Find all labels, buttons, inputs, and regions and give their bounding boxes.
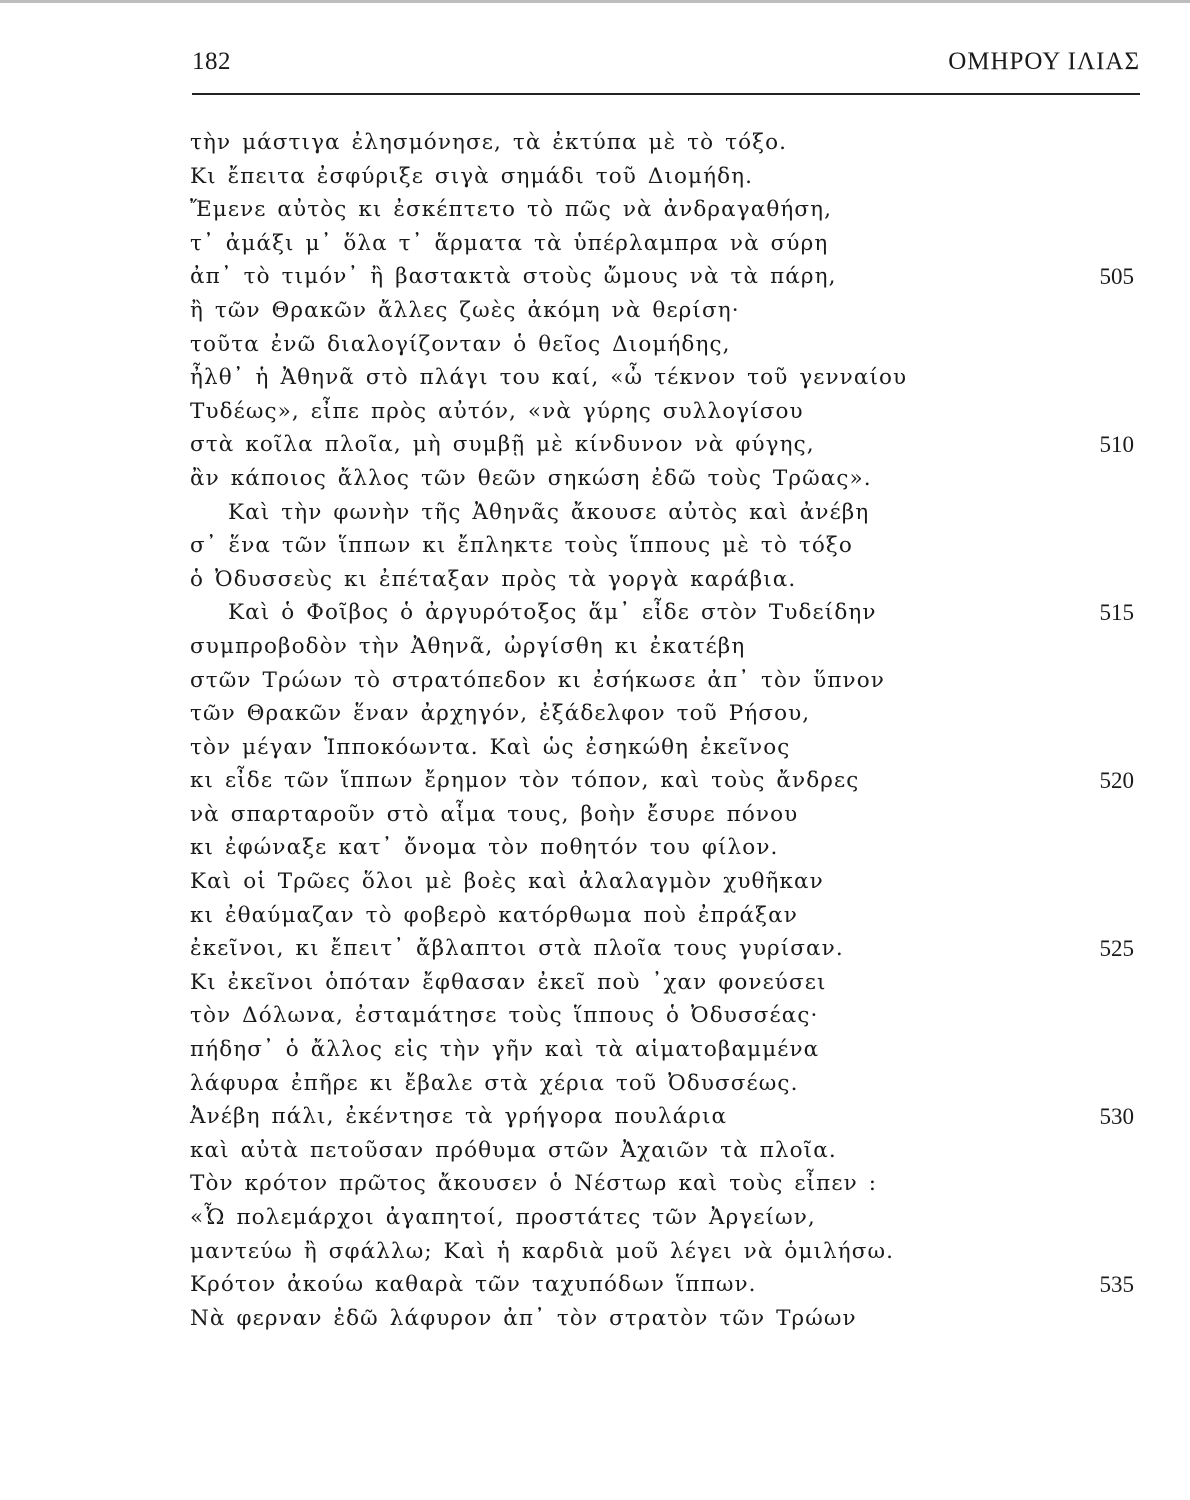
- verse-line-text: τῶν Θρακῶν ἕναν ἀρχηγόν, ἐξάδελφον τοῦ Ρήσου,: [190, 701, 811, 727]
- verse-line: [0, 831, 1190, 865]
- verse-line: [0, 798, 1190, 832]
- verse-line-text: Κρότον ἀκούω καθαρὰ τῶν ταχυπόδων ἵππων.: [190, 1272, 757, 1298]
- verse-line-text: Νὰ φερναν ἐδῶ λάφυρον ἀπ᾿ τὸν στρατὸν τῶν Τρώων: [190, 1305, 857, 1331]
- verse-line-text: Τὸν κρότον πρῶτος ἄκουσεν ὁ Νέστωρ καὶ τοὺς εἶπεν :: [190, 1171, 878, 1197]
- verse-line-text: καὶ αὐτὰ πετοῦσαν πρόθυμα στῶν Ἀχαιῶν τὰ πλοῖα.: [190, 1137, 837, 1163]
- verse-line-text: ὁ Ὀδυσσεὺς κι ἐπέταξαν πρὸς τὰ γοργὰ καράβια.: [190, 566, 797, 592]
- verse-line-text: Καὶ οἱ Τρῶες ὅλοι μὲ βοὲς καὶ ἀλαλαγμὸν χυθῆκαν: [190, 869, 824, 895]
- verse-line: [0, 428, 1190, 462]
- verse-line: [0, 764, 1190, 798]
- verse-line: [0, 630, 1190, 664]
- verse-line: [0, 966, 1190, 1000]
- verse-line-text: Τυδέως», εἶπε πρὸς αὐτόν, «νὰ γύρης συλλογίσου: [190, 398, 804, 424]
- verse-line: [0, 731, 1190, 765]
- verse-line-text: νὰ σπαρταροῦν στὸ αἷμα τους, βοὴν ἔσυρε πόνου: [190, 801, 799, 827]
- verse-line-number: 515: [1099, 600, 1134, 626]
- verse-line: [0, 227, 1190, 261]
- verse-line: [0, 126, 1190, 160]
- verse-line-text: τὴν μάστιγα ἐλησμόνησε, τὰ ἐκτύπα μὲ τὸ τόξο.: [190, 130, 788, 155]
- verse-line-text: στὰ κοῖλα πλοῖα, μὴ συμβῇ μὲ κίνδυνον νὰ φύγης,: [190, 432, 815, 458]
- verse-line: [0, 664, 1190, 698]
- scan-top-edge: [0, 0, 1190, 3]
- verse-line: [0, 462, 1190, 496]
- verse-line-number: 530: [1099, 1104, 1134, 1130]
- verse-line-text: ἀπ᾿ τὸ τιμόν᾿ ἢ βαστακτὰ στοὺς ὤμους νὰ τὰ πάρη,: [190, 264, 837, 290]
- verse-line: [0, 328, 1190, 362]
- verse-line-text: Κι ἐκεῖνοι ὁπόταν ἔφθασαν ἐκεῖ ποὺ ᾿χαν φονεύσει: [190, 969, 827, 995]
- running-title: ΟΜΗΡΟΥ ΙΛΙΑΣ: [948, 48, 1140, 75]
- verse-line-text: τὸν μέγαν Ἱπποκόωντα. Καὶ ὡς ἐσηκώθη ἐκεῖνος: [190, 734, 791, 760]
- verse-line-number: 525: [1099, 936, 1134, 962]
- verse-line-text: ἦλθ᾿ ἡ Ἀθηνᾶ στὸ πλάγι του καί, «ὦ τέκνον τοῦ γενναίου: [190, 365, 908, 391]
- verse-line-text: τ᾿ ἀμάξι μ᾿ ὅλα τ᾿ ἅρματα τὰ ὑπέρλαμπρα νὰ σύρη: [190, 230, 829, 256]
- verse-line-text: τὸν Δόλωνα, ἐσταμάτησε τοὺς ἵππους ὁ Ὀδυσσέας·: [190, 1003, 819, 1029]
- verse-line: [0, 1100, 1190, 1134]
- verse-line-text: Κι ἔπειτα ἐσφύριξε σιγὰ σημάδι τοῦ Διομήδη.: [190, 163, 754, 189]
- header-rule: [192, 93, 1140, 95]
- verse-line-text: Ἔμενε αὐτὸς κι ἐσκέπτετο τὸ πῶς νὰ ἀνδραγαθήση,: [190, 197, 833, 223]
- verse-line: [0, 294, 1190, 328]
- verse-line-text: ἢ τῶν Θρακῶν ἄλλες ζωὲς ἀκόμη νὰ θερίση·: [190, 297, 740, 323]
- verse-line-text: Καὶ ὁ Φοῖβος ὁ ἀργυρότοξος ἅμ᾿ εἶδε στὸν Τυδείδην: [228, 600, 877, 626]
- verse-line-text: κι ἐφώναξε κατ᾿ ὄνομα τὸν ποθητόν του φίλον.: [190, 835, 779, 861]
- verse-line: [0, 1134, 1190, 1168]
- verse-line: [0, 1302, 1190, 1336]
- verse-line-text: μαντεύω ἢ σφάλλω; Καὶ ἡ καρδιὰ μοῦ λέγει νὰ ὁμιλήσω.: [190, 1238, 895, 1264]
- verse-line: [0, 496, 1190, 530]
- verse-line: [0, 563, 1190, 597]
- verse-line: [0, 932, 1190, 966]
- verse-line-text: Καὶ τὴν φωνὴν τῆς Ἀθηνᾶς ἄκουσε αὐτὸς καὶ ἀνέβη: [228, 499, 870, 525]
- verse-line: [0, 193, 1190, 227]
- verse-line: [0, 899, 1190, 933]
- verse-line: [0, 395, 1190, 429]
- page-number: 182: [192, 48, 231, 75]
- verse-line-text: κι ἐθαύμαζαν τὸ φοβερὸ κατόρθωμα ποὺ ἐπράξαν: [190, 902, 798, 928]
- verse-line: [0, 260, 1190, 294]
- verse-line-number: 505: [1099, 264, 1134, 290]
- verse-line: [0, 1033, 1190, 1067]
- verse-line: [0, 1268, 1190, 1302]
- verse-line-text: σ᾿ ἕνα τῶν ἵππων κι ἔπληκτε τοὺς ἵππους μὲ τὸ τόξο: [190, 533, 853, 559]
- verse-line: [0, 160, 1190, 194]
- verse-line-text: ἂν κάποιος ἄλλος τῶν θεῶν σηκώση ἐδῶ τοὺς Τρῶας».: [190, 465, 872, 491]
- verse-line: [0, 1167, 1190, 1201]
- verse-line-number: 535: [1099, 1272, 1134, 1298]
- verse-line-text: τοῦτα ἐνῶ διαλογίζονταν ὁ θεῖος Διομήδης,: [190, 331, 731, 357]
- verse-line-text: στῶν Τρώων τὸ στρατόπεδον κι ἐσήκωσε ἀπ᾿ τὸν ὕπνον: [190, 667, 885, 693]
- verse-line-text: πήδησ᾿ ὁ ἄλλος εἰς τὴν γῆν καὶ τὰ αἱματοβαμμένα: [190, 1037, 820, 1063]
- verse-line: [0, 1067, 1190, 1101]
- page-header: [192, 42, 1140, 86]
- verse-line-text: λάφυρα ἐπῆρε κι ἔβαλε στὰ χέρια τοῦ Ὀδυσσέως.: [190, 1070, 799, 1096]
- verse-line-number: 510: [1099, 432, 1134, 458]
- verse-line-number: 520: [1099, 768, 1134, 794]
- verse-line: [0, 697, 1190, 731]
- verse-line-text: «Ὦ πολεμάρχοι ἀγαπητοί, προστάτες τῶν Ἀργείων,: [190, 1205, 816, 1230]
- verse-line-text: κι εἶδε τῶν ἵππων ἔρημον τὸν τόπον, καὶ τοὺς ἄνδρες: [190, 768, 860, 794]
- verse-line: [0, 361, 1190, 395]
- verse-line: [0, 1235, 1190, 1269]
- verse-line-text: συμπροβοδὸν τὴν Ἀθηνᾶ, ὠργίσθη κι ἐκατέβη: [190, 633, 746, 659]
- verse-line: [0, 529, 1190, 563]
- verse-line: [0, 865, 1190, 899]
- verse-line-text: ἐκεῖνοι, κι ἔπειτ᾿ ἄβλαπτοι στὰ πλοῖα τους γυρίσαν.: [190, 936, 844, 962]
- verse-body: [0, 126, 1190, 1335]
- verse-line: [0, 1201, 1190, 1235]
- verse-line-text: Ἀνέβη πάλι, ἐκέντησε τὰ γρήγορα πουλάρια: [190, 1104, 728, 1130]
- verse-line: [0, 596, 1190, 630]
- verse-line: [0, 999, 1190, 1033]
